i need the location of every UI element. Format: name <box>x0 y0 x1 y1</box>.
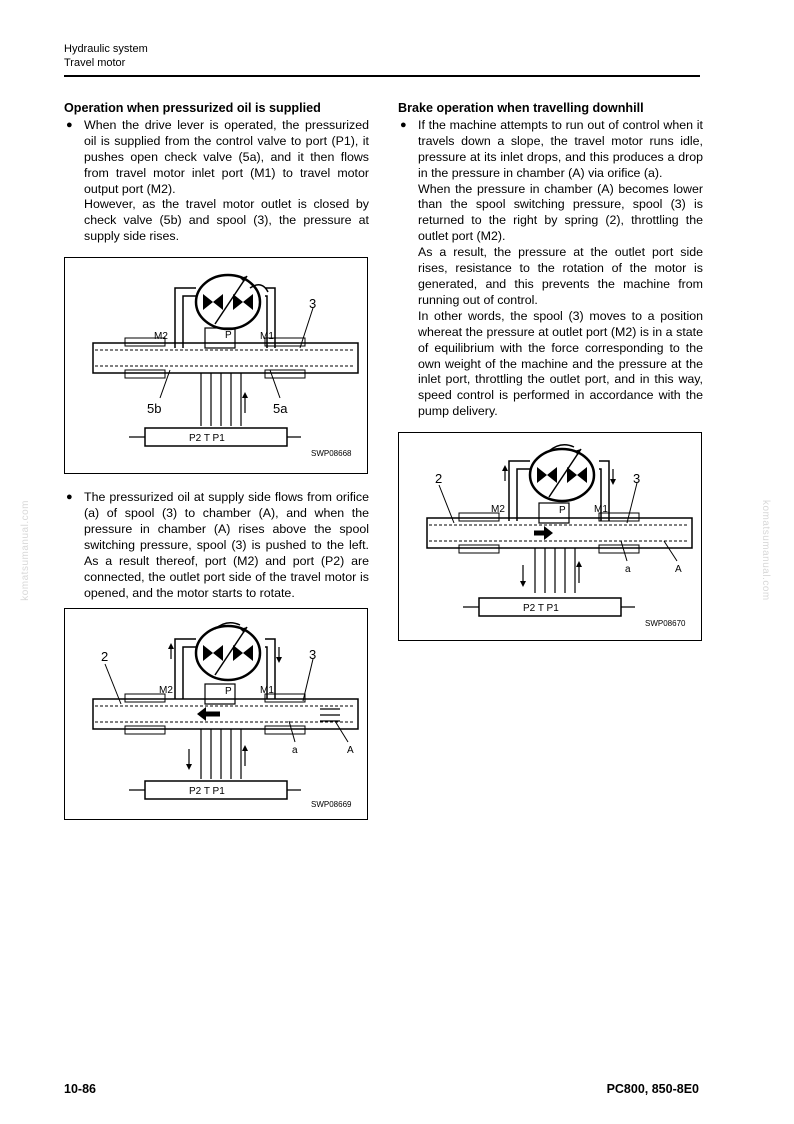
label-orifice-a: a <box>625 564 631 576</box>
model-code: PC800, 850-8E0 <box>606 1082 699 1096</box>
page-number: 10-86 <box>64 1082 96 1096</box>
paragraph-equilibrium: In other words, the spool (3) moves to a position whereat the pressure at outlet port (M2) is in a state of equilibrium with the force corresponding to the own weight of the machine and the pressure at the inlet port, throttling the outlet port, and in this way, speed control is performed in accordance with the pump delivery. <box>418 308 703 419</box>
label-ports: P2 T P1 <box>189 433 225 445</box>
figure-swp08669 <box>64 608 368 820</box>
label-spool-3: 3 <box>309 646 317 662</box>
label-m1: M1 <box>260 684 274 696</box>
label-m2: M2 <box>159 684 173 696</box>
header-section: Hydraulic system <box>64 43 148 55</box>
header-rule <box>64 75 700 77</box>
label-spring-2: 2 <box>101 648 109 664</box>
bullet-run-out-of-control <box>398 118 703 182</box>
paragraph-resistance: As a result, the pressure at the outlet port side rises, resistance to the rotation of the motor is generated, and this prevents the machine from running out of control. <box>418 245 703 307</box>
label-check-valve-5a: 5a <box>273 401 288 417</box>
hydraulic-diagram-3 <box>399 433 701 640</box>
watermark-right: komatsumanual.com <box>760 500 771 601</box>
label-ports: P2 T P1 <box>523 603 559 615</box>
label-p: P <box>225 685 232 697</box>
label-p: P <box>225 330 232 342</box>
bullet-dot: ● <box>66 118 73 131</box>
bullet-text: The pressurized oil at supply side flows from orifice (a) of spool (3) to chamber (A), and when the pressure in chamber (A) rises above the spool switching pressure, spool (3) is pushed to the left. As a result thereof, port (M2) and port (P2) are connected, the outlet port side of the travel motor is opened, and the motor starts to rotate. <box>84 490 369 600</box>
section-title-supply: Operation when pressurized oil is supplied <box>64 101 321 115</box>
bullet-dot: ● <box>66 491 73 504</box>
label-chamber-A: A <box>675 564 682 576</box>
figure-code: SWP08669 <box>311 799 352 809</box>
label-p: P <box>559 505 566 517</box>
hydraulic-diagram-1 <box>65 258 367 473</box>
label-spring-2: 2 <box>435 471 443 487</box>
figure-swp08668 <box>64 257 368 474</box>
bullet-supply-side <box>64 490 369 601</box>
label-m1: M1 <box>594 504 608 516</box>
bullet-text: If the machine attempts to run out of control when it travels down a slope, the travel motor runs idle, pressure at its inlet drops, and this produces a drop in the pressure in chamber (A) via orifice (a). <box>418 117 703 180</box>
figure-code: SWP08668 <box>311 449 352 459</box>
section-title-downhill: Brake operation when travelling downhill <box>398 101 644 115</box>
label-m2: M2 <box>491 504 505 516</box>
label-orifice-a: a <box>292 744 298 756</box>
label-spool-3: 3 <box>633 471 641 487</box>
bullet-text: When the drive lever is operated, the pressurized oil is supplied from the control valve to port (P1), it pushes open check valve (5a), and it then flows from travel motor inlet port (M1) to travel motor output port (M2). <box>84 117 369 196</box>
label-check-valve-5b: 5b <box>147 401 162 417</box>
label-spool-3: 3 <box>309 296 317 312</box>
label-ports: P2 T P1 <box>189 785 225 797</box>
right-column <box>398 101 703 641</box>
bullet-drive-lever <box>64 118 369 198</box>
header-subsection: Travel motor <box>64 57 126 69</box>
bullet-dot: ● <box>400 118 407 131</box>
figure-code: SWP08670 <box>645 619 686 629</box>
label-m1: M1 <box>260 331 274 343</box>
paragraph-spool-returned: When the pressure in chamber (A) becomes lower than the spool switching pressure, spool (3) is returned to the right by spring (2), throttling the outlet port (M2). <box>418 181 703 244</box>
label-chamber-A: A <box>347 744 354 756</box>
watermark-left: komatsumanual.com <box>20 500 31 601</box>
paragraph-outlet-closed: However, as the travel motor outlet is closed by check valve (5b) and spool (3), the pressure at supply side rises. <box>84 197 369 244</box>
left-column <box>64 101 369 820</box>
running-header <box>64 42 148 70</box>
hydraulic-diagram-2 <box>65 609 367 819</box>
figure-swp08670 <box>398 432 702 641</box>
label-m2: M2 <box>154 331 168 343</box>
